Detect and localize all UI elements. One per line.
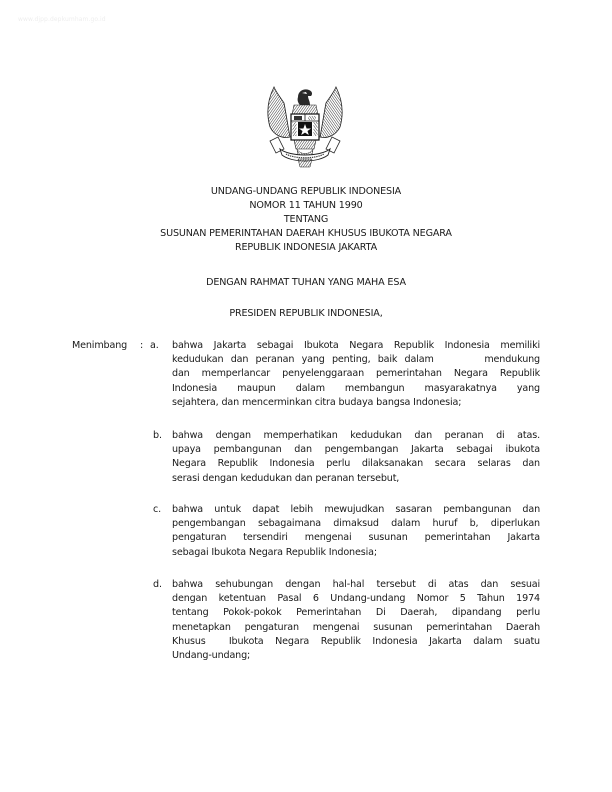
menimbang-colon: : [140, 340, 144, 351]
law-number: NOMOR 11 TAHUN 1990 [249, 200, 363, 211]
law-title-block [0, 185, 612, 255]
item-line: bahwa Jakarta sebagai Ibukota Negara Republik Indonesia memiliki [172, 340, 540, 351]
item-line: menetapkan pengaturan mengenai susunan pemerintahan Daerah [172, 621, 540, 633]
item-line: Indonesia maupun dalam membangun masyarakatnya yang [172, 382, 540, 394]
item-line: sebagai Ibukota Negara Republik Indonesia; [172, 546, 377, 558]
invocation: DENGAN RAHMAT TUHAN YANG MAHA ESA [206, 277, 406, 288]
item-line: Khusus Ibukota Negara Republik Indonesia Jakarta dalam suatu [172, 635, 540, 647]
law-subject-line-1: SUSUNAN PEMERINTAHAN DAERAH KHUSUS IBUKOTA NEGARA [160, 228, 452, 239]
item-body [172, 339, 540, 410]
item-marker: d. [153, 579, 162, 590]
watermark-url: www.djpp.depkumham.go.id [18, 16, 106, 23]
item-line: Undang-undang; [172, 650, 251, 662]
item-line: serasi dengan kedudukan dan peranan tersebut, [172, 472, 400, 484]
consideration-item-b [150, 429, 540, 486]
consideration-item-a [150, 339, 540, 410]
item-marker: a. [150, 340, 159, 351]
item-line: kedudukan dan peranan yang penting, baik dalam mendukung [172, 354, 540, 366]
item-marker: b. [153, 430, 162, 441]
item-body [172, 503, 540, 560]
item-line: upaya pembangunan dan pengembangan Jakarta sebagai ibukota [172, 444, 540, 456]
item-line: dan memperlancar penyelenggaraan pemerintahan Negara Republik [172, 368, 540, 380]
issuer: PRESIDEN REPUBLIK INDONESIA, [229, 308, 383, 319]
item-line: bahwa sehubungan dengan hal-hal tersebut di atas dan sesuai [172, 579, 540, 590]
item-body [172, 429, 540, 486]
consideration-item-c [150, 503, 540, 560]
law-subject-line-2: REPUBLIK INDONESIA JAKARTA [234, 242, 377, 253]
item-body [172, 578, 540, 663]
menimbang-label: Menimbang [72, 340, 128, 351]
item-line: sejahtera, dan mencerminkan citra budaya bangsa Indonesia; [172, 396, 462, 408]
item-line: pengembangan sebagaimana dimaksud dalam huruf b, diperlukan [172, 518, 540, 530]
item-line: dengan ketentuan Pasal 6 Undang-undang Nomor 5 Tahun 1974 [172, 593, 540, 605]
item-marker: c. [153, 504, 162, 515]
item-line: bahwa dengan memperhatikan kedudukan dan peranan di atas. [172, 430, 540, 441]
item-line: tentang Pokok-pokok Pemerintahan Di Daerah, dipandang perlu [172, 607, 540, 619]
item-line: bahwa untuk dapat lebih mewujudkan sasaran pembangunan dan [172, 504, 540, 515]
item-line: pengaturan tersendiri mengenai susunan pemerintahan Jakarta [172, 532, 540, 544]
consideration-item-d [150, 578, 540, 663]
item-line: Negara Republik Indonesia perlu dilaksanakan secara selaras dan [172, 458, 540, 470]
garuda-pancasila-emblem-icon [264, 83, 346, 173]
law-type: UNDANG-UNDANG REPUBLIK INDONESIA [210, 186, 402, 197]
law-about-label: TENTANG [283, 214, 329, 225]
